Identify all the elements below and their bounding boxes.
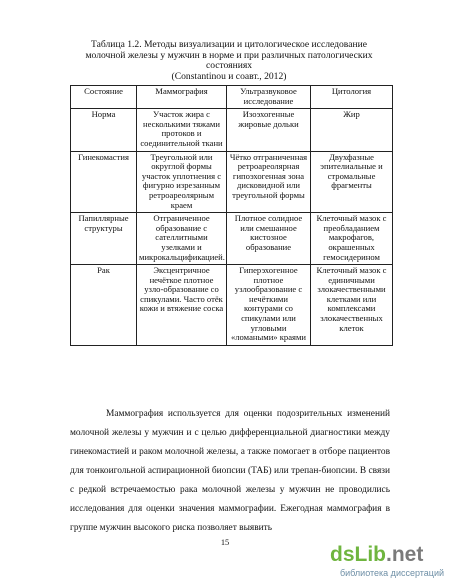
table-cell: Изоэхогенные жировые дольки (227, 109, 311, 151)
logo-part-1: dsLib (330, 543, 386, 566)
table-cell: Гиперэхогенное плотное узлообразование с нечёткими контурами со спикулами или угловыми «ломаными» краями (227, 265, 311, 346)
header-cytology: Цитология (311, 86, 393, 109)
table-cell: Чётко отграниченная ретроареолярная гипоэхогенная зона дисковидной или треугольной формы (227, 151, 311, 213)
dslib-watermark (330, 543, 446, 579)
body-paragraph-block (70, 405, 390, 538)
table-header-row (71, 86, 393, 109)
table-cell: Гинекомастия (71, 151, 137, 213)
page-number: 15 (220, 538, 230, 547)
table-cell: Жир (311, 109, 393, 151)
body-paragraph: Маммография используется для оценки подозрительных изменений молочной железы у мужчин и с целью дифференциальной диагностики между гинекомастией и раком молочной железы, а также помогает в отборе пациентов для тонкоигольной аспирационной биопсии (ТАБ) или трепан-биопсии. В связи с редкой встречаемостью рака молочной железы у мужчин не проводились исследования для оценки значения маммографии. Ежегодная маммография в группе мужчин высокого риска позволяет выявить (70, 409, 390, 533)
header-ultrasound: Ультразвуковое исследование (227, 86, 311, 109)
caption-line-2: молочной железы у мужчин в норме и при различных патологических (85, 49, 373, 61)
table-cell: Норма (71, 109, 137, 151)
caption-line-1: Таблица 1.2. Методы визуализации и цитологическое исследование (91, 39, 367, 50)
table-caption (70, 40, 388, 82)
caption-line-4: (Constantinou и соавт., 2012) (171, 70, 287, 82)
table-row (71, 213, 393, 265)
table-cell: Участок жира с несколькими тяжами протоков и соединительной ткани (137, 109, 227, 151)
logo-part-2: .net (386, 543, 424, 566)
table-row (71, 109, 393, 151)
dslib-logo (330, 543, 423, 567)
table-cell: Отграниченное образование с сателлитными узелками и микрокальцификацией. (137, 213, 227, 265)
table-cell: Рак (71, 265, 137, 346)
table-cell: Эксцентричное нечёткое плотное узло-образование со спикулами. Часто отёк кожи и втяжение соска (137, 265, 227, 346)
header-condition: Состояние (71, 86, 137, 109)
methods-table (70, 85, 393, 346)
table-cell: Двухфазные эпителиальные и стромальные фрагменты (311, 151, 393, 213)
table-cell: Клеточный мазок с преобладанием макрофагов, окрашенных гемосидерином (311, 213, 393, 265)
table-row (71, 151, 393, 213)
table-cell: Треугольной или округлой формы участок уплотнения с фигурно изрезанным ретроареолярным краем (137, 151, 227, 213)
table-cell: Папиллярные структуры (71, 213, 137, 265)
table-row (71, 265, 393, 346)
caption-line-3: состояниях (205, 60, 253, 72)
table-cell: Клеточный мазок с единичными злокачественными клетками или комплексами злокачественных клеток (311, 265, 393, 346)
header-mammography: Маммография (137, 86, 227, 109)
dslib-subtitle: библиотека диссертаций (340, 568, 445, 578)
table-cell: Плотное солидное или смешанное кистозное образование (227, 213, 311, 265)
